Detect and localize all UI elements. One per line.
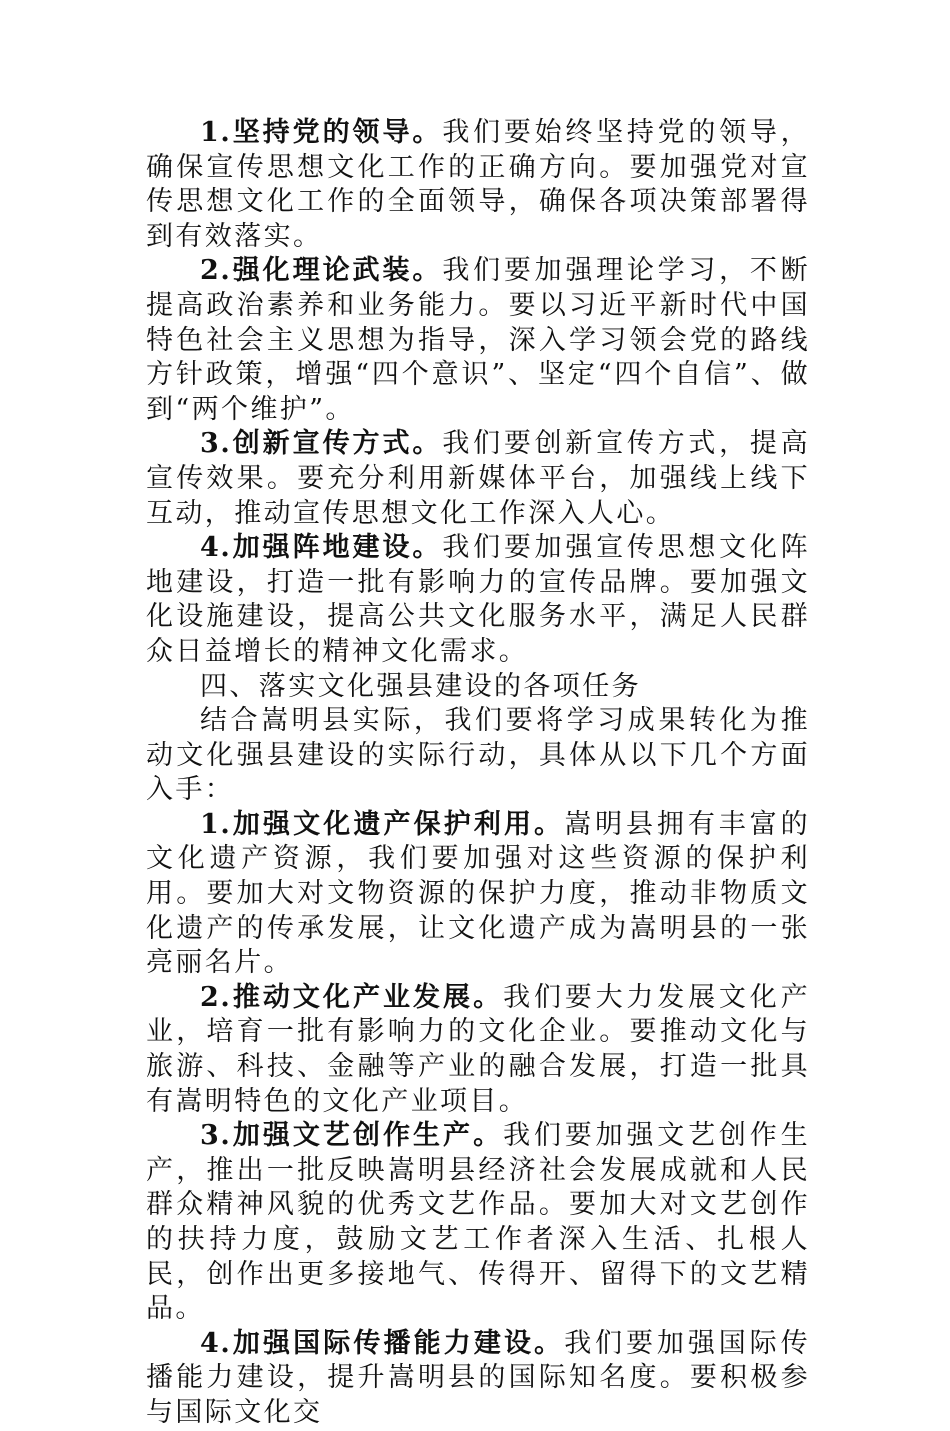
paragraph-text: 我们要加强理论学习，不断提高政治素养和业务能力。要以习近平新时代中国特色社会主义思想为指导，深入学习领会党的路线方针政策，增强“四个意识”、坚定“四个自信”、做到“两个维护”。: [146, 255, 810, 425]
paragraph-2: [146, 254, 810, 427]
paragraph-heading: 1.加强文化遗产保护利用。: [200, 808, 565, 840]
paragraph-heading: 4.加强国际传播能力建设。: [200, 1327, 565, 1359]
paragraph-4: [146, 531, 810, 669]
paragraph-heading: 3.加强文艺创作生产。: [200, 1120, 504, 1152]
paragraph-1: [146, 116, 810, 254]
task-paragraph-2: [146, 981, 810, 1119]
paragraph-heading: 2.推动文化产业发展。: [200, 981, 504, 1013]
paragraph-text: 我们要始终坚持党的领导，确保宣传思想文化工作的正确方向。要加强党对宣传思想文化工作的全面领导，确保各项决策部署得到有效落实。: [146, 117, 810, 252]
paragraph-text: 我们要加强国际传播能力建设，提升嵩明县的国际知名度。要积极参与国际文化交: [146, 1327, 810, 1428]
section-heading-text: 四、落实文化强县建设的各项任务: [200, 670, 641, 702]
paragraph-heading: 1.坚持党的领导。: [200, 117, 443, 148]
paragraph-text: 我们要加强宣传思想文化阵地建设，打造一批有影响力的宣传品牌。要加强文化设施建设，提高公共文化服务水平，满足人民群众日益增长的精神文化需求。: [146, 532, 810, 667]
document-body: [146, 116, 810, 1431]
task-paragraph-1: [146, 808, 810, 981]
intro-paragraph: [146, 704, 810, 808]
task-paragraph-4: [146, 1327, 810, 1431]
task-paragraph-3: [146, 1119, 810, 1327]
paragraph-text: 嵩明县拥有丰富的文化遗产资源，我们要加强对这些资源的保护利用。要加大对文物资源的保护力度，推动非物质文化遗产的传承发展，让文化遗产成为嵩明县的一张亮丽名片。: [146, 808, 810, 979]
paragraph-heading: 3.创新宣传方式。: [200, 428, 443, 460]
paragraph-3: [146, 427, 810, 531]
paragraph-heading: 4.加强阵地建设。: [200, 532, 443, 564]
paragraph-text: 我们要大力发展文化产业，培育一批有影响力的文化企业。要推动文化与旅游、科技、金融等产业的融合发展，打造一批具有嵩明特色的文化产业项目。: [146, 981, 810, 1117]
section-heading: [146, 670, 810, 705]
paragraph-heading: 2.强化理论武装。: [200, 255, 443, 287]
paragraph-text: 我们要创新宣传方式，提高宣传效果。要充分利用新媒体平台，加强线上线下互动，推动宣传思想文化工作深入人心。: [146, 428, 810, 529]
paragraph-text: 结合嵩明县实际，我们要将学习成果转化为推动文化强县建设的实际行动，具体从以下几个方面入手：: [146, 705, 810, 806]
paragraph-text: 我们要加强文艺创作生产，推出一批反映嵩明县经济社会发展成就和人民群众精神风貌的优秀文艺作品。要加大对文艺创作的扶持力度，鼓励文艺工作者深入生活、扎根人民，创作出更多接地气、传得开、留得下的文艺精品。: [146, 1120, 810, 1325]
